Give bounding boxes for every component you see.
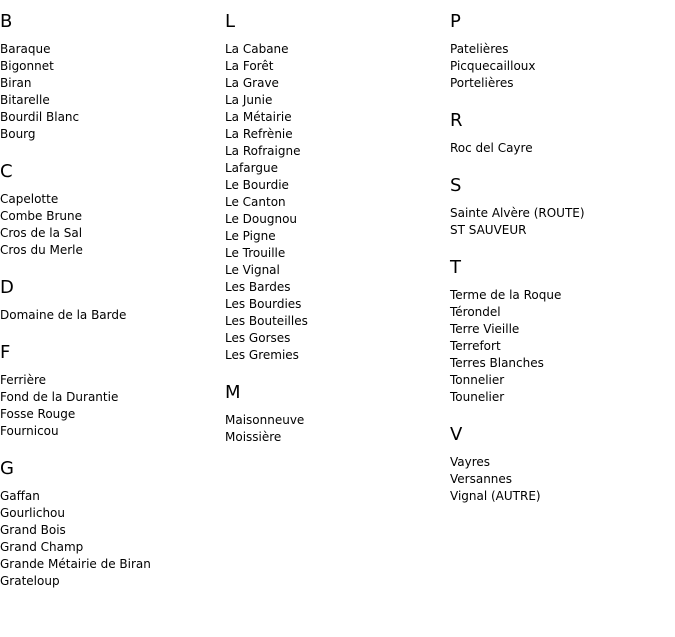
- place-name-link[interactable]: Le Dougnou: [225, 212, 298, 226]
- place-name-list: [450, 140, 675, 157]
- letter-group: [0, 11, 225, 143]
- letter-group: [0, 342, 225, 440]
- place-name-link[interactable]: Grand Bois: [0, 523, 66, 537]
- place-name-link[interactable]: Les Gremies: [225, 348, 299, 362]
- place-name-link[interactable]: Tounelier: [450, 390, 505, 404]
- place-name-link[interactable]: Grateloup: [0, 574, 60, 588]
- place-name-link[interactable]: Térondel: [450, 305, 501, 319]
- place-name-link[interactable]: Ferrière: [0, 373, 47, 387]
- place-name-link[interactable]: Le Bourdie: [225, 178, 289, 192]
- letter-heading: P: [450, 11, 461, 32]
- place-name-link[interactable]: Fosse Rouge: [0, 407, 76, 421]
- place-name-list: [450, 41, 675, 92]
- place-name-link[interactable]: La Cabane: [225, 42, 289, 56]
- place-name-link[interactable]: Le Trouille: [225, 246, 286, 260]
- place-name-link[interactable]: Gourlichou: [0, 506, 65, 520]
- place-name-link[interactable]: Lafargue: [225, 161, 278, 175]
- place-name-link[interactable]: Sainte Alvère (ROUTE): [450, 206, 585, 220]
- letter-heading: T: [450, 257, 461, 278]
- place-name-link[interactable]: Terres Blanches: [450, 356, 544, 370]
- place-name-link[interactable]: Les Bourdies: [225, 297, 302, 311]
- letter-heading: G: [0, 458, 14, 479]
- letter-group: [450, 424, 675, 505]
- place-name-link[interactable]: La Grave: [225, 76, 279, 90]
- place-name-link[interactable]: Terrefort: [450, 339, 501, 353]
- place-name-link[interactable]: Baraque: [0, 42, 51, 56]
- place-name-link[interactable]: Fond de la Durantie: [0, 390, 119, 404]
- letter-heading: F: [0, 342, 11, 363]
- place-name-link[interactable]: Vayres: [450, 455, 491, 469]
- index-column-2: [225, 0, 450, 446]
- letter-group: [450, 110, 675, 157]
- place-name-link[interactable]: Gaffan: [0, 489, 40, 503]
- letter-group: [450, 257, 675, 406]
- place-name-link[interactable]: La Junie: [225, 93, 273, 107]
- letter-group: [0, 458, 225, 590]
- letter-group: [0, 277, 225, 324]
- place-name-link[interactable]: Portelières: [450, 76, 514, 90]
- place-name-link[interactable]: Roc del Cayre: [450, 141, 533, 155]
- letter-heading: V: [450, 424, 463, 445]
- place-name-link[interactable]: Fournicou: [0, 424, 59, 438]
- place-name-link[interactable]: Vignal (AUTRE): [450, 489, 541, 503]
- place-name-link[interactable]: La Métairie: [225, 110, 292, 124]
- letter-heading: C: [0, 161, 13, 182]
- place-name-list: [0, 372, 225, 440]
- place-name-link[interactable]: Grand Champ: [0, 540, 84, 554]
- letter-heading: M: [225, 382, 241, 403]
- place-name-link[interactable]: Bourdil Blanc: [0, 110, 80, 124]
- place-name-link[interactable]: Patelières: [450, 42, 509, 56]
- place-name-link[interactable]: Moissière: [225, 430, 282, 444]
- letter-group: [225, 11, 450, 364]
- place-name-link[interactable]: Les Bardes: [225, 280, 291, 294]
- place-name-list: [0, 191, 225, 259]
- place-name-link[interactable]: Grande Métairie de Biran: [0, 557, 151, 571]
- letter-heading: S: [450, 175, 462, 196]
- place-name-link[interactable]: Cros du Merle: [0, 243, 83, 257]
- place-name-link[interactable]: Picquecailloux: [450, 59, 536, 73]
- place-name-link[interactable]: Bourg: [0, 127, 36, 141]
- place-name-list: [0, 307, 225, 324]
- place-name-link[interactable]: Domaine de la Barde: [0, 308, 127, 322]
- place-name-link[interactable]: Terre Vieille: [450, 322, 520, 336]
- letter-heading: L: [225, 11, 236, 32]
- place-name-link[interactable]: Le Vignal: [225, 263, 280, 277]
- letter-heading: R: [450, 110, 463, 131]
- place-name-list: [225, 412, 450, 446]
- place-name-link[interactable]: Bitarelle: [0, 93, 50, 107]
- index-column-3: [450, 0, 675, 505]
- place-name-link[interactable]: Capelotte: [0, 192, 59, 206]
- place-name-link[interactable]: La Forêt: [225, 59, 274, 73]
- place-name-list: [0, 488, 225, 590]
- place-name-link[interactable]: Versannes: [450, 472, 513, 486]
- letter-heading: D: [0, 277, 14, 298]
- place-name-list: [225, 41, 450, 364]
- place-name-link[interactable]: Tonnelier: [450, 373, 505, 387]
- place-name-list: [450, 454, 675, 505]
- place-name-link[interactable]: ST SAUVEUR: [450, 223, 527, 237]
- place-name-link[interactable]: Cros de la Sal: [0, 226, 83, 240]
- place-name-link[interactable]: Terme de la Roque: [450, 288, 562, 302]
- letter-group: [225, 382, 450, 446]
- place-name-list: [0, 41, 225, 143]
- place-name-link[interactable]: La Rofraigne: [225, 144, 301, 158]
- letter-heading: B: [0, 11, 13, 32]
- place-name-list: [450, 205, 675, 239]
- index-column-1: [0, 0, 225, 590]
- place-name-link[interactable]: Les Gorses: [225, 331, 291, 345]
- place-name-link[interactable]: Combe Brune: [0, 209, 82, 223]
- place-name-link[interactable]: Les Bouteilles: [225, 314, 308, 328]
- place-name-link[interactable]: Maisonneuve: [225, 413, 305, 427]
- place-name-list: [450, 287, 675, 406]
- letter-group: [0, 161, 225, 259]
- place-name-link[interactable]: Bigonnet: [0, 59, 54, 73]
- letter-group: [450, 11, 675, 92]
- place-name-link[interactable]: Le Canton: [225, 195, 286, 209]
- place-name-link[interactable]: La Refrènie: [225, 127, 293, 141]
- place-name-link[interactable]: Biran: [0, 76, 32, 90]
- letter-group: [450, 175, 675, 239]
- place-name-link[interactable]: Le Pigne: [225, 229, 276, 243]
